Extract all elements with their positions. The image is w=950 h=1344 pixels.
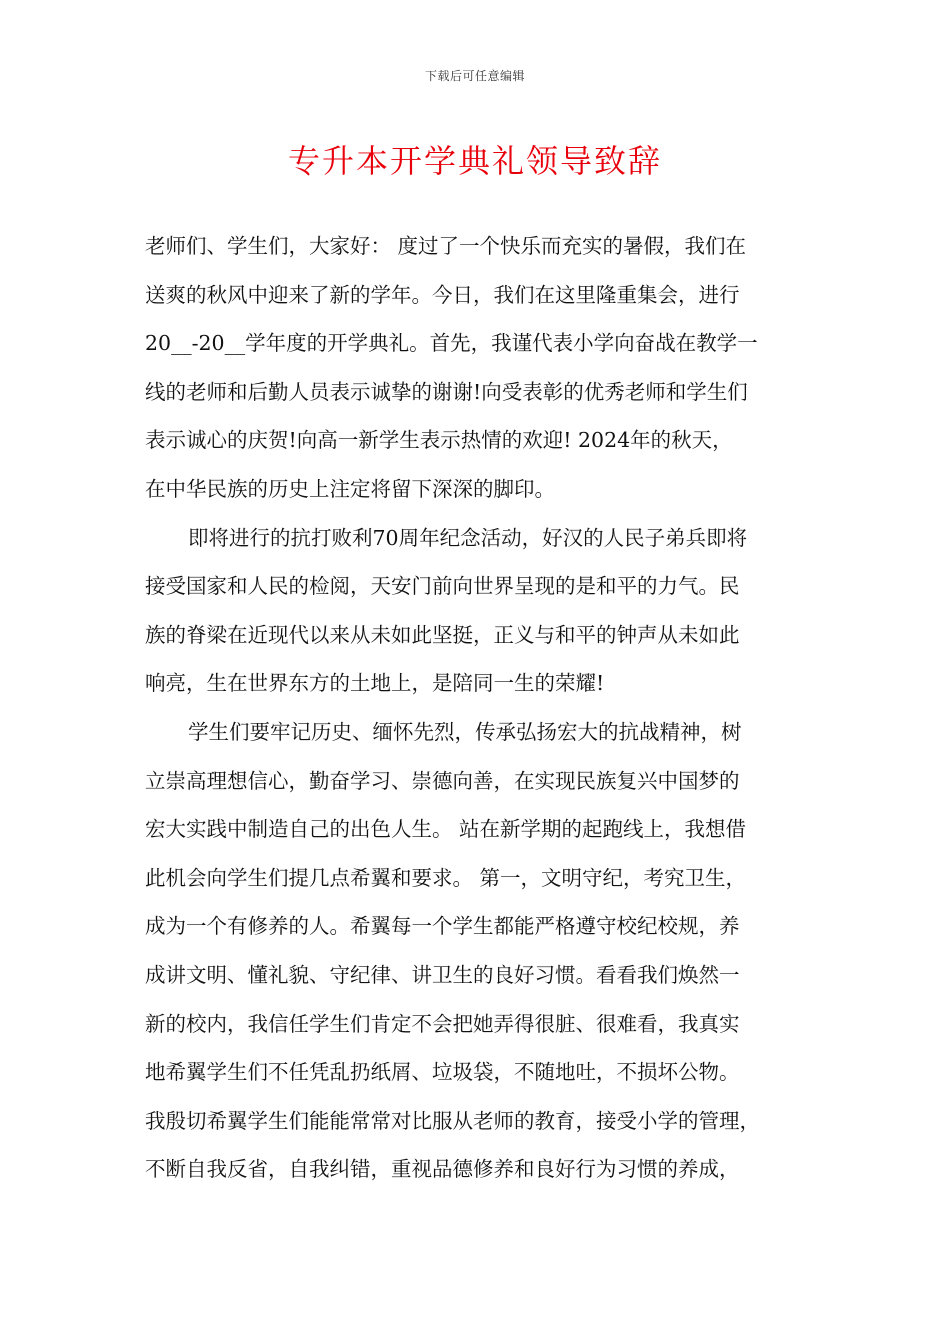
text-line: 线的老师和后勤人员表示诚挚的谢谢!向受表彰的优秀老师和学生们 [145,379,748,404]
text-line: 送爽的秋风中迎来了新的学年。今日，我们在这里隆重集会，进行 [145,282,740,307]
text-line: 宏大实践中制造自己的出色人生。 站在新学期的起跑线上，我想借 [145,817,747,842]
body-text [145,222,805,1194]
text-line: 成为一个有修养的人。希翼每一个学生都能严格遵守校纪校规，养 [145,914,740,939]
text-line: 在中华民族的历史上注定将留下深深的脚印。 [145,476,555,501]
text-line: 新的校内，我信任学生们肯定不会把她弄得很脏、很难看，我真实 [145,1011,740,1036]
text-line: 不断自我反省，自我纠错，重视品德修养和良好行为习惯的养成， [145,1157,740,1182]
text-line: 学生们要牢记历史、缅怀先烈，传承弘扬宏大的抗战精神，树 [188,719,742,744]
text-line: 我殷切希翼学生们能能常常对比服从老师的教育，接受小学的管理， [145,1108,760,1133]
text-line: 20__-20__学年度的开学典礼。首先，我谨代表小学向奋战在教学一 [145,331,758,356]
text-line: 老师们、学生们，大家好： 度过了一个快乐而充实的暑假，我们在 [145,234,747,258]
text-line: 表示诚心的庆贺!向高一新学生表示热情的欢迎! 2024年的秋天， [145,428,733,453]
header-note: 下载后可任意编辑 [424,69,525,83]
text-line: 响亮，生在世界东方的土地上，是陪同一生的荣耀! [145,671,605,696]
text-line: 即将进行的抗打败利70周年纪念活动，好汉的人民子弟兵即将 [188,525,748,550]
text-line: 成讲文明、懂礼貌、守纪律、讲卫生的良好习惯。看看我们焕然一 [145,962,740,987]
text-line: 地希翼学生们不任凭乱扔纸屑、垃圾袋，不随地吐，不损坏公物。 [145,1060,740,1085]
text-line: 立崇高理想信心，勤奋学习、崇德向善，在实现民族复兴中国梦的 [145,768,740,793]
text-line: 族的脊梁在近现代以来从未如此坚挺，正义与和平的钟声从未如此 [145,622,740,647]
document-title: 专升本开学典礼领导致辞 [287,142,662,180]
text-line: 接受国家和人民的检阅，天安门前向世界呈现的是和平的力气。民 [145,574,740,599]
text-line: 此机会向学生们提几点希翼和要求。 第一，文明守纪，考究卫生， [145,865,747,890]
